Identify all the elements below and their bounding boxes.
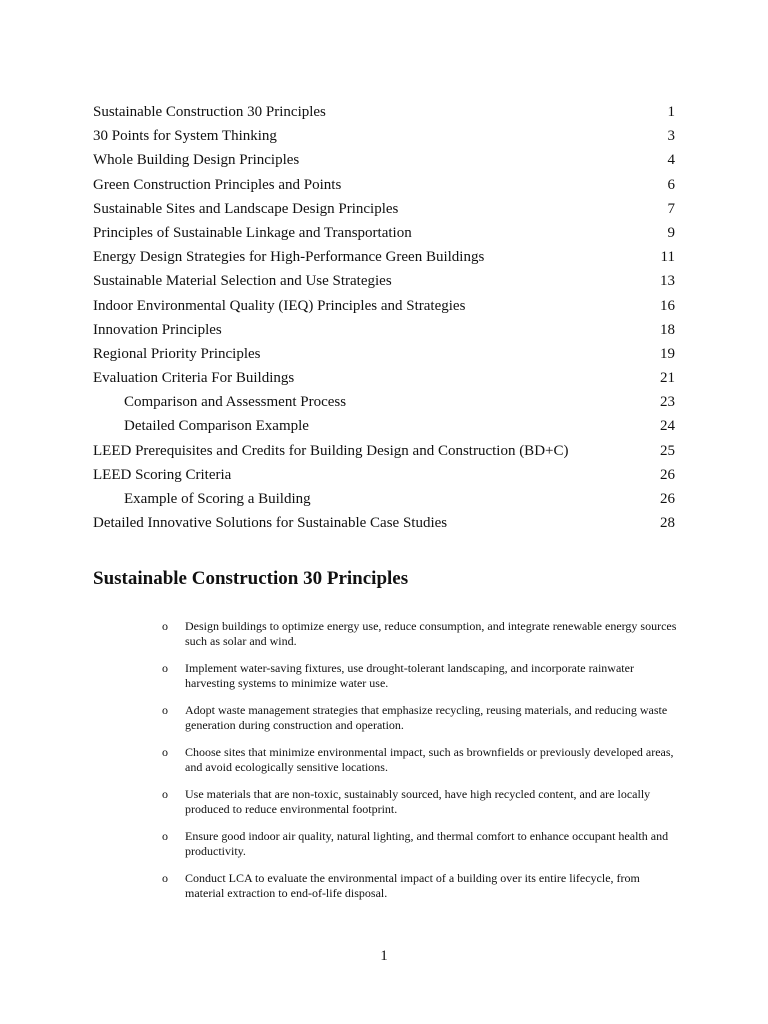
toc-entry-title: Whole Building Design Principles bbox=[93, 152, 300, 169]
toc-entry-page: 23 bbox=[660, 394, 675, 411]
toc-entry[interactable] bbox=[93, 173, 675, 197]
toc-entry-title: Sustainable Material Selection and Use Strategies bbox=[93, 273, 392, 290]
toc-entry-title: Detailed Comparison Example bbox=[124, 418, 309, 435]
toc-entry[interactable] bbox=[93, 294, 675, 318]
toc-entry-title: Indoor Environmental Quality (IEQ) Principles and Strategies bbox=[93, 297, 466, 314]
toc-entry-page: 26 bbox=[660, 491, 675, 507]
toc-entry-page: 18 bbox=[660, 321, 675, 338]
toc-entry[interactable] bbox=[93, 439, 675, 463]
bullet-marker: o bbox=[162, 787, 168, 801]
toc-entry[interactable] bbox=[93, 366, 675, 390]
bullet-marker: o bbox=[162, 703, 168, 717]
toc-entry-title: Innovation Principles bbox=[93, 321, 222, 338]
list-item-text: Adopt waste management strategies that emphasize recycling, reusing materials, and reducing waste generation during construction and operation. bbox=[185, 703, 668, 732]
principles-list bbox=[160, 619, 680, 913]
list-item bbox=[160, 829, 680, 871]
toc-entry[interactable] bbox=[93, 511, 675, 535]
toc-entry-page: 21 bbox=[660, 370, 675, 387]
toc-entry-page: 19 bbox=[660, 345, 675, 362]
toc-entry[interactable] bbox=[93, 245, 675, 269]
toc-entry-page: 13 bbox=[660, 273, 675, 290]
toc-entry[interactable] bbox=[93, 318, 675, 342]
toc-entry-page: 11 bbox=[660, 249, 675, 266]
toc-entry-title: Comparison and Assessment Process bbox=[124, 394, 347, 411]
toc-entry-page: 26 bbox=[660, 466, 675, 483]
list-item-text: Conduct LCA to evaluate the environmental impact of a building over its entire lifecycle, from material extraction to end-of-life disposal. bbox=[185, 871, 640, 900]
toc-entry-page: 6 bbox=[667, 176, 675, 193]
toc-entry[interactable] bbox=[93, 148, 675, 172]
list-item bbox=[160, 703, 680, 745]
toc-entry-page: 16 bbox=[660, 297, 675, 314]
toc-subentry[interactable] bbox=[93, 390, 675, 414]
bullet-marker: o bbox=[162, 829, 168, 843]
list-item-text: Use materials that are non-toxic, sustainably sourced, have high recycled content, and are locally produced to reduce environmental footprint. bbox=[185, 787, 651, 816]
list-item bbox=[160, 661, 680, 703]
toc-entry-title: LEED Scoring Criteria bbox=[93, 466, 232, 483]
toc-entry-title: Evaluation Criteria For Buildings bbox=[93, 370, 295, 387]
toc-entry-page: 25 bbox=[660, 442, 675, 459]
list-item-text: Implement water-saving fixtures, use drought-tolerant landscaping, and incorporate rainwater harvesting systems to minimize water use. bbox=[185, 661, 634, 690]
toc-entry[interactable] bbox=[93, 463, 675, 487]
toc-entry-page: 7 bbox=[667, 200, 675, 217]
toc-entry-page: 28 bbox=[660, 515, 675, 532]
toc-entry-page: 1 bbox=[667, 104, 675, 120]
toc-entry[interactable] bbox=[93, 197, 675, 221]
list-item bbox=[160, 745, 680, 787]
toc-entry-title: Green Construction Principles and Points bbox=[93, 176, 342, 193]
list-item-text: Choose sites that minimize environmental impact, such as brownfields or previously developed areas, and avoid ecologically sensitive locations. bbox=[185, 745, 674, 774]
section-heading: Sustainable Construction 30 Principles bbox=[93, 568, 409, 589]
toc-entry-title: Regional Priority Principles bbox=[93, 345, 261, 362]
toc-entry[interactable] bbox=[93, 124, 675, 148]
toc-entry-title: Principles of Sustainable Linkage and Transportation bbox=[93, 224, 412, 241]
toc-entry-title: LEED Prerequisites and Credits for Building Design and Construction (BD+C) bbox=[93, 442, 569, 459]
page-number: 1 bbox=[380, 948, 388, 964]
toc-entry-title: Example of Scoring a Building bbox=[124, 491, 311, 507]
toc-entry-title: Sustainable Sites and Landscape Design Principles bbox=[93, 200, 399, 217]
toc-subentry[interactable] bbox=[93, 414, 675, 438]
list-item-text: Ensure good indoor air quality, natural lighting, and thermal comfort to enhance occupant health and productivity. bbox=[185, 829, 669, 858]
toc-entry-page: 9 bbox=[667, 224, 675, 241]
toc-entry-page: 4 bbox=[667, 152, 675, 169]
toc-entry[interactable] bbox=[93, 342, 675, 366]
table-of-contents bbox=[93, 100, 675, 535]
list-item bbox=[160, 787, 680, 829]
toc-entry-page: 24 bbox=[660, 418, 675, 435]
list-item-text: Design buildings to optimize energy use, reduce consumption, and integrate renewable energy sources such as solar and wind. bbox=[185, 619, 677, 648]
toc-entry-page: 3 bbox=[667, 128, 675, 145]
toc-entry[interactable] bbox=[93, 269, 675, 293]
toc-entry-title: 30 Points for System Thinking bbox=[93, 128, 277, 145]
toc-entry-title: Detailed Innovative Solutions for Sustainable Case Studies bbox=[93, 515, 448, 532]
bullet-marker: o bbox=[162, 619, 168, 633]
bullet-marker: o bbox=[162, 871, 168, 885]
toc-entry-title: Energy Design Strategies for High-Performance Green Buildings bbox=[93, 249, 485, 266]
list-item bbox=[160, 871, 680, 913]
toc-entry[interactable] bbox=[93, 100, 675, 124]
toc-entry[interactable] bbox=[93, 221, 675, 245]
list-item bbox=[160, 619, 680, 661]
bullet-marker: o bbox=[162, 745, 168, 759]
toc-entry-title: Sustainable Construction 30 Principles bbox=[93, 104, 326, 120]
toc-subentry[interactable] bbox=[93, 487, 675, 511]
bullet-marker: o bbox=[162, 661, 168, 675]
